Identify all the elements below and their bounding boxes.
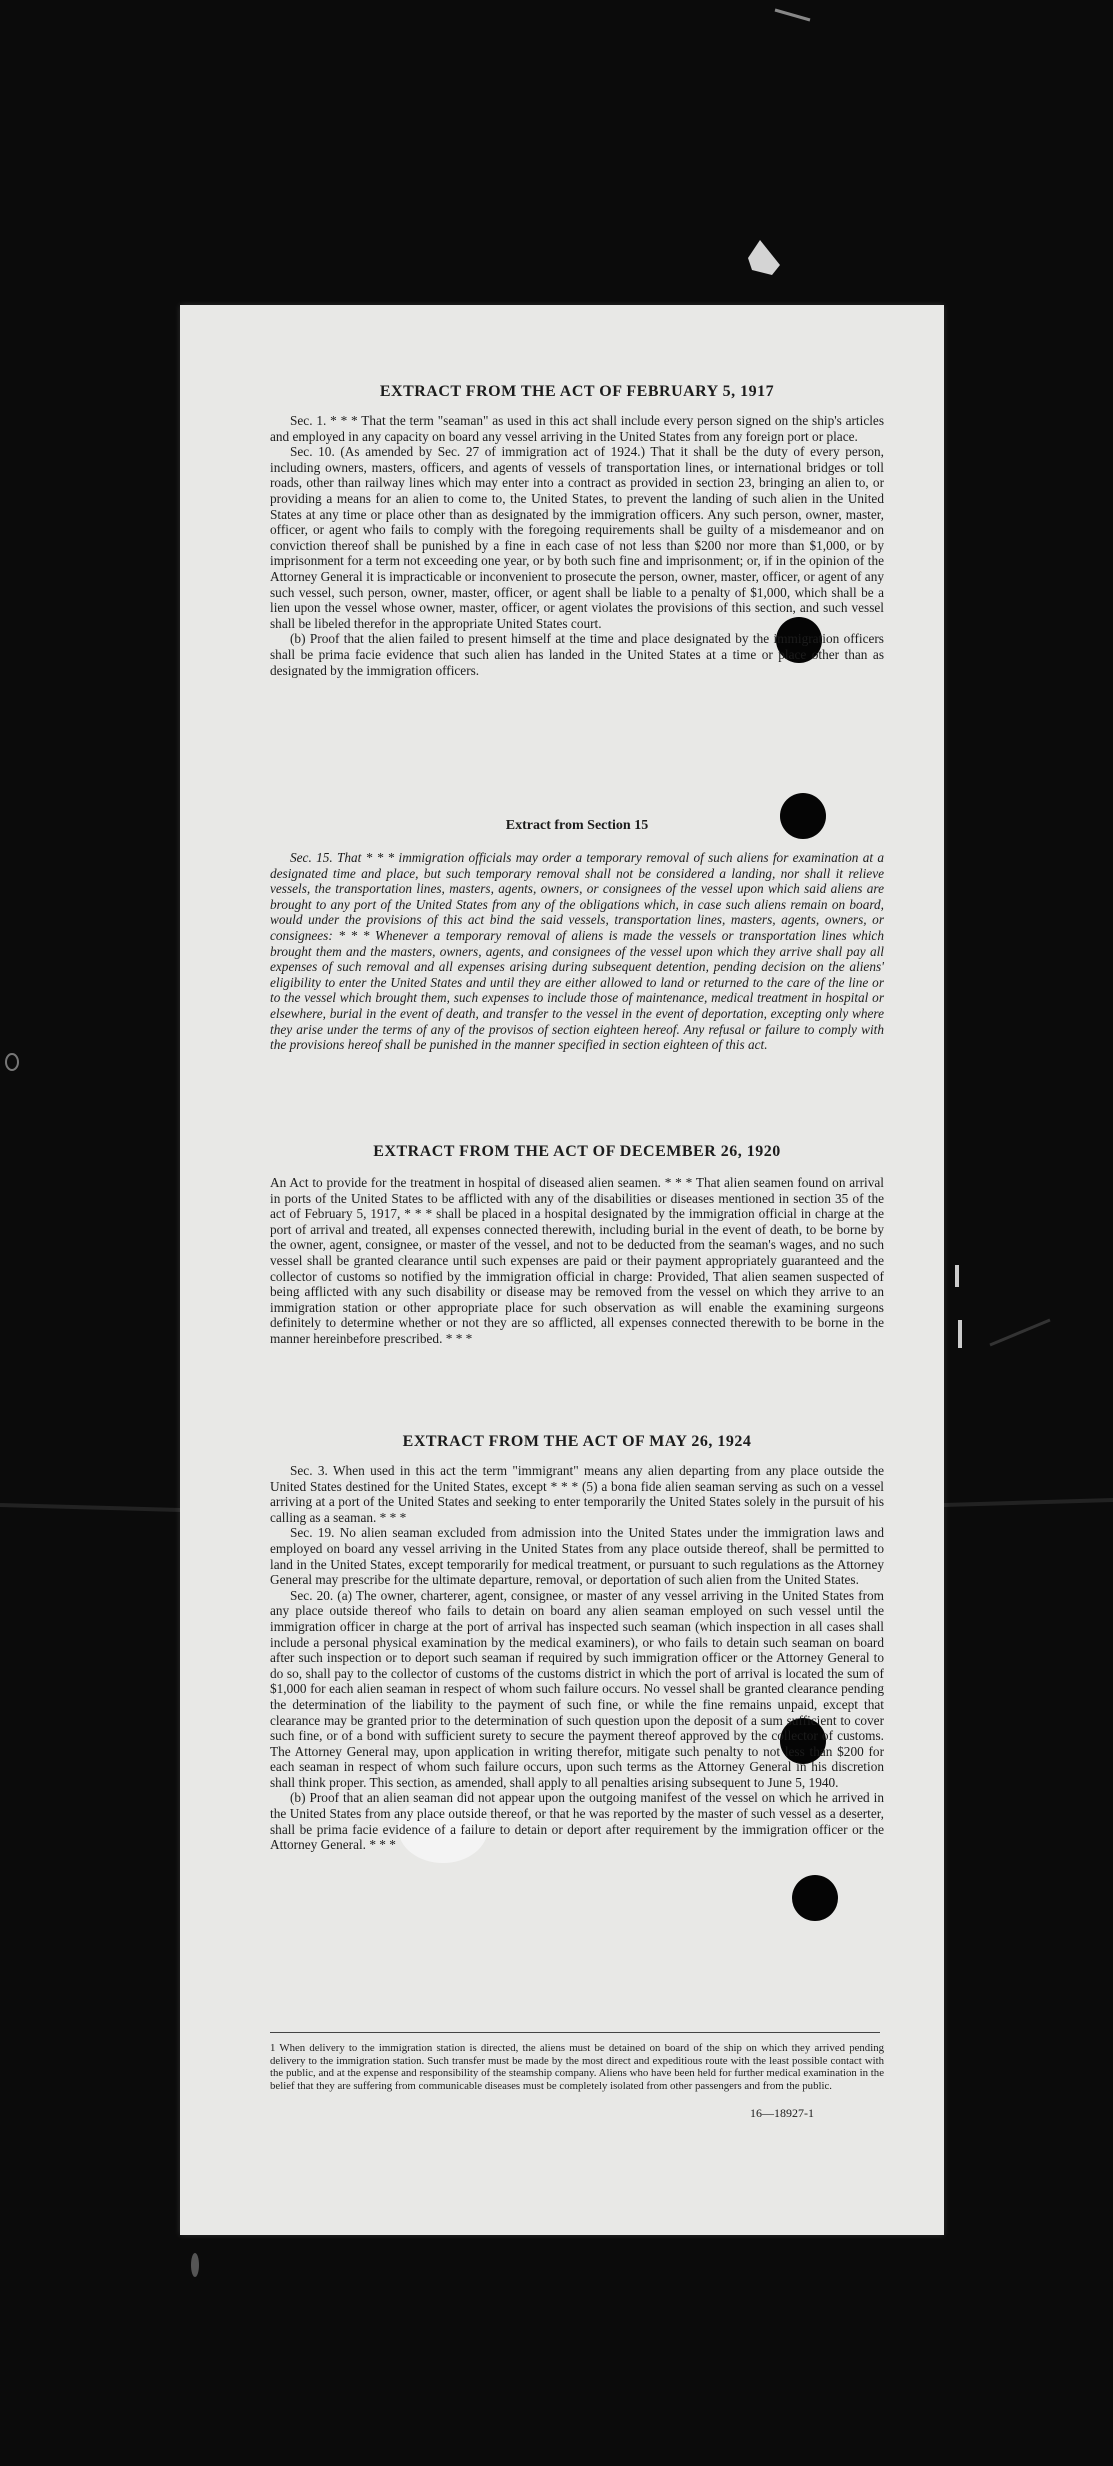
paragraph: Sec. 1. * * * That the term "seaman" as used in this act shall include every person signed on the ship's articles and employed in any capacity on board any vessel arriving in the United States from any foreign port or place.: [270, 413, 884, 444]
paragraph: (b) Proof that an alien seaman did not appear upon the outgoing manifest of the vessel on which he arrived in the United States from any place outside thereof, or that he was reported by the master of such vessel as a deserter, shall be prima facie evidence of a failure to detain or deport after requirement by the immigration officer or the Attorney General. * * *: [270, 1790, 884, 1853]
footnote-block: [270, 2042, 884, 2121]
paragraph: Sec. 19. No alien seaman excluded from admission into the United States under the immigration laws and employed on board any vessel arriving in the United States from any place outside thereof, shall be permitted to land in the United States, except temporarily for medical treatment, or pursuant to such regulations as the Attorney General may prescribe for the ultimate departure, removal, or deportation of such alien from the United States.: [270, 1525, 884, 1588]
scan-speck: [944, 1500, 1113, 1505]
paragraph: Sec. 15. That * * * immigration officials may order a temporary removal of such aliens for examination at a designated time and place, but such temporary removal shall not be considered a landing, nor shall it relieve vessels, the transportation lines, masters, agents, owners, or consignees of the vessel upon which said aliens are brought to any port of the United States from any of the obligations which, in case such aliens remain on board, would under the provisions of this act bind the said vessels, transportation lines, masters, agents, owners, or consignees: * * * Whenever a temporary removal of aliens is made the vessels or transportation lines which brought them and the masters, owners, agents, and consignees of the vessel upon which they arrive shall pay all expenses of such removal and all expenses arising during subsequent detention, pending decision on the aliens' eligibility to enter the United States and until they are either allowed to land or returned to the care of the line or to the vessel which brought them, such expenses to include those of maintenance, medical treatment in hospital or elsewhere, burial in the event of death, and transfer to the vessel in the event of deportation, excepting only where they arise under the terms of any of the provisos of section eighteen hereof. Any refusal or failure to comply with the provisions hereof shall be punished in the manner specified in section eighteen of this act.: [270, 850, 884, 1053]
scan-speck: [748, 240, 780, 275]
section-heading: EXTRACT FROM THE ACT OF FEBRUARY 5, 1917: [379, 383, 775, 400]
paragraph: Sec. 20. (a) The owner, charterer, agent, consignee, or master of any vessel arriving in the United States from any place outside thereof who fails to detain on board any alien seaman employed on such vessel until the immigration officer in charge at the port of arrival has inspected such seaman (which inspection in all cases shall include a personal physical examination by the medical examiners), or who fails to detain such seaman on board after such inspection or to deport such seaman if required by such immigration officer or the Attorney General to do so, shall pay to the collector of customs of the customs district in which the port of arrival is located the sum of $1,000 for each alien seaman in respect of whom such failure occurs. No vessel shall be granted clearance pending the determination of the liability to the payment of such fine, or while the fine remains unpaid, except that clearance may be granted prior to the determination of such question upon the deposit of a sum sufficient to cover such fine, or of a bond with sufficient surety to secure the payment thereof approved by the collector of customs. The Attorney General may, upon application in writing therefor, mitigate such penalty to not less than $200 for each seaman in respect of whom such failure occurs, upon such terms as the Attorney General in his discretion shall think proper. This section, as amended, shall apply to all penalties arising subsequent to June 5, 1940.: [270, 1587, 884, 1790]
scan-speck: [990, 1320, 1050, 1345]
footnote: 1 When delivery to the immigration station is directed, the aliens must be detained on board of the ship on which they arrived pending delivery to the immigration station. Such transfer must be made by the most direct and expeditious route with the least possible contact with the public, and at the expense and responsibility of the steamship company. Aliens who have been held for further medical examination in the belief that they are suffering from communicable diseases must be completely isolated from other passengers and from the public.: [270, 2042, 884, 2092]
paragraph: An Act to provide for the treatment in hospital of diseased alien seamen. * * * That alien seamen found on arrival in ports of the United States to be afflicted with any of the disabilities or diseases mentioned in section 35 of the act of February 5, 1917, * * * shall be placed in a hospital designated by the immigration official in charge at the port of arrival and treated, all expenses connected therewith, including burial in the event of death, to be borne by the owner, agent, consignee, or master of the vessel, and not to be deducted from the seaman's wages, and no such vessel shall be granted clearance until such expenses are paid or their payment appropriately guaranteed and the collector of customs so notified by the immigration official in charge: Provided, That alien seamen suspected of being afflicted with any such disability or disease may be removed from the vessel on which they arrive to an immigration station or other appropriate place for such observation as will enable the examining surgeons definitely to determine whether or not they are so afflicted, all expenses connected therewith to be borne in the manner hereinbefore prescribed. * * *: [270, 1175, 884, 1346]
scan-speck: [191, 2253, 199, 2277]
section-act-1924: [270, 1433, 884, 1853]
scan-speck: [958, 1320, 962, 1348]
section-extract-15: [270, 818, 884, 1053]
paragraph: Sec. 10. (As amended by Sec. 27 of immigration act of 1924.) That it shall be the duty of every person, including owners, masters, officers, and agents of vessels of transportation lines, or international bridges or toll roads, other than railway lines which may enter into a contract as provided in section 23, bringing an alien to, or providing a means for an alien to come to, the United States, to prevent the landing of such alien in the United States at any time or place other than as designated by the immigration officers. Any such person, owner, master, officer, or agent who fails to comply with the foregoing requirements shall be guilty of a misdemeanor and on conviction thereof shall be punished by a fine in each case of not less than $200 nor more than $1,000, or by imprisonment for a term not exceeding one year, or by both such fine and imprisonment; or, if in the opinion of the Attorney General it is impracticable or inconvenient to prosecute the person, owner, master, officer, or agent of any such vessel, such person, owner, master, officer, or agent shall be liable to a penalty of $1,000, which shall be a lien upon the vessel whose owner, master, officer, or agent violates the provisions of this section, and such vessel shall be libeled therefor in the appropriate United States court.: [270, 444, 884, 631]
document-page: [180, 305, 944, 2235]
footnote-divider: [270, 2032, 880, 2033]
scan-speck: [955, 1265, 959, 1287]
section-act-1917: [270, 383, 884, 678]
form-number: 16—18927-1: [750, 2106, 814, 2121]
scan-speck: [0, 1505, 180, 1510]
scan-speck: [6, 1054, 18, 1070]
paragraph: Sec. 3. When used in this act the term "immigrant" means any alien departing from any place outside the United States destined for the United States, except * * * (5) a bona fide alien seaman serving as such on a vessel arriving at a port of the United States and seeking to enter temporarily the United States solely in the pursuit of his calling as a seaman. * * *: [270, 1463, 884, 1525]
section-act-1920: [270, 1143, 884, 1347]
punch-hole: [792, 1875, 838, 1921]
section-heading: EXTRACT FROM THE ACT OF DECEMBER 26, 1920: [373, 1143, 781, 1160]
section-heading: Extract from Section 15: [505, 818, 649, 833]
section-heading: EXTRACT FROM THE ACT OF MAY 26, 1924: [402, 1433, 752, 1450]
scan-speck: [775, 10, 810, 20]
paragraph: (b) Proof that the alien failed to present himself at the time and place designated by the immigration officers shall be prima facie evidence that such alien has landed in the United States at a time or place other than as designated by the immigration officers.: [270, 631, 884, 678]
